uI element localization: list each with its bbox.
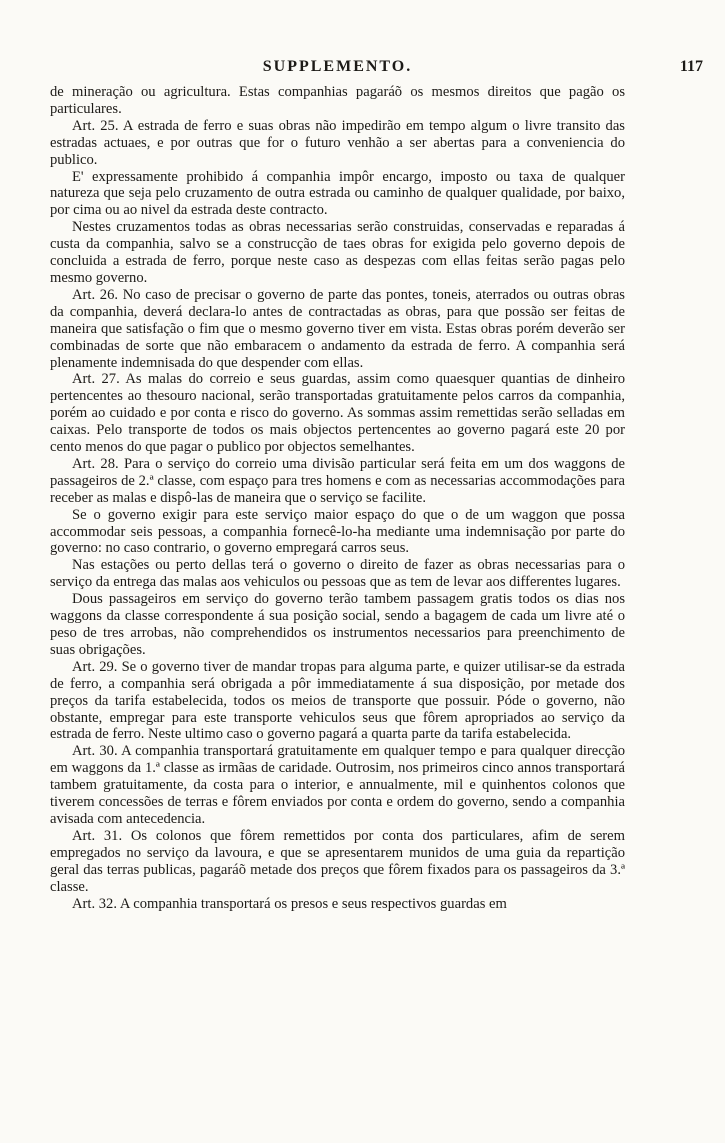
page-header — [50, 58, 703, 84]
paragraph-art-26: Art. 26. No caso de precisar o governo de parte das pontes, toneis, aterrados ou outras obras da companhia, deverá declara-lo antes de contractadas as obras, para que possão ser feitas de maneira que satisfação o fim que o mesmo governo tiver em vista. Estas obras porém deverão ser combinadas de sorte que não embaracem o andamento da estrada de ferro. A companhia será plenamente indemnisada do que despender com ellas. — [50, 286, 625, 371]
paragraph-crossings: Nestes cruzamentos todas as obras necessarias serão construidas, conservadas e reparadas á custa da companhia, salvo se a construcção de taes obras for exigida pelo governo depois de concluida a estrada de ferro, porque neste caso as despezas com ellas feitas serão pagas pelo mesmo governo. — [50, 219, 625, 286]
paragraph-passengers: Dous passageiros em serviço do governo terão tambem passagem gratis todos os dias nos waggons da classe correspondente á sua posição social, sendo a bagagem de cada um livre até o peso de tres arrobas, não comprehendidos os instrumentos necessarios para preenchimento de suas obrigações. — [50, 591, 625, 658]
paragraph-extra-wagon: Se o governo exigir para este serviço maior espaço do que o de um waggon que possa accommodar seis pessoas, a companhia fornecê-lo-ha mediante uma indemnisação por parte do governo: no caso contrario, o governo empregará carros seus. — [50, 506, 625, 557]
paragraph-art-32: Art. 32. A companhia transportará os presos e seus respectivos guardas em — [72, 895, 507, 912]
paragraph-art-31: Art. 31. Os colonos que fôrem remettidos por conta dos particulares, afim de serem empregados no serviço da lavoura, e que se apresentarem munidos de uma guia da repartição geral das terras publicas, pagaráõ metade dos preços que fôrem fixados para os passageiros da 3.ª classe. — [50, 827, 625, 895]
paragraph-art-29: Art. 29. Se o governo tiver de mandar tropas para alguma parte, e quizer utilisar-se da estrada de ferro, a companhia será obrigada a pôr immediatamente á sua disposição, por metade dos preços da tarifa estabelecida, todos os meios de transporte que possuir. Póde o governo, não obstante, empregar para este transporte vehiculos seus que fôrem apropriados ao serviço da estrada de ferro. Neste ultimo caso o governo pagará a quarta parte da tarifa estabelecida. — [50, 658, 625, 743]
paragraph-continuation: de mineração ou agricultura. Estas companhias pagaráõ os mesmos direitos que pagão os particulares. — [50, 84, 625, 117]
paragraph-art-30: Art. 30. A companhia transportará gratuitamente em qualquer tempo e para qualquer direcção em waggons da 1.ª classe as irmãas de caridade. Outrosim, nos primeiros cinco annos transportará tambem gratuitamente, da costa para o interior, e annualmente, mil e quinhentos colonos que tiverem concessões de terras e fôrem enviados por conta e ordem do governo, sendo a companhia avisada com antecedencia. — [50, 743, 625, 827]
paragraph-art-28: Art. 28. Para o serviço do correio uma divisão particular será feita em um dos waggons de passageiros de 2.ª classe, com espaço para tres homens e com as necessarias accommodações para receber as malas e dispô-las de maneira que o serviço se facilite. — [50, 455, 625, 506]
running-title: SUPPLEMENTO. — [262, 58, 413, 75]
body-text — [50, 84, 625, 912]
page-number: 117 — [679, 58, 703, 75]
paragraph-prohibition: E' expressamente prohibido á companhia impôr encargo, imposto ou taxa de qualquer natureza que seja pelo cruzamento de outra estrada ou caminho de qualquer qualidade, por baixo, por cima ou ao nivel da estrada deste contracto. — [50, 168, 625, 219]
paragraph-stations: Nas estações ou perto dellas terá o governo o direito de fazer as obras necessarias para o serviço da entrega das malas aos vehiculos ou pessoas que as tem de levar aos differentes lugares. — [50, 557, 625, 591]
paragraph-art-25: Art. 25. A estrada de ferro e suas obras não impedirão em tempo algum o livre transito das estradas actuaes, e por outras que for o futuro venhão a ser abertas para a conveniencia do publico. — [50, 117, 625, 168]
paragraph-art-27: Art. 27. As malas do correio e seus guardas, assim como quaesquer quantias de dinheiro pertencentes ao thesouro nacional, serão transportadas gratuitamente pelos carros da companhia, porém ao cuidado e por conta e risco do governo. As sommas assim remettidas serão selladas em caixas. Pelo transporte de todos os mais objectos pertencentes ao governo pagará este 20 por cento menos do que pagar o publico por objectos semelhantes. — [50, 371, 625, 456]
